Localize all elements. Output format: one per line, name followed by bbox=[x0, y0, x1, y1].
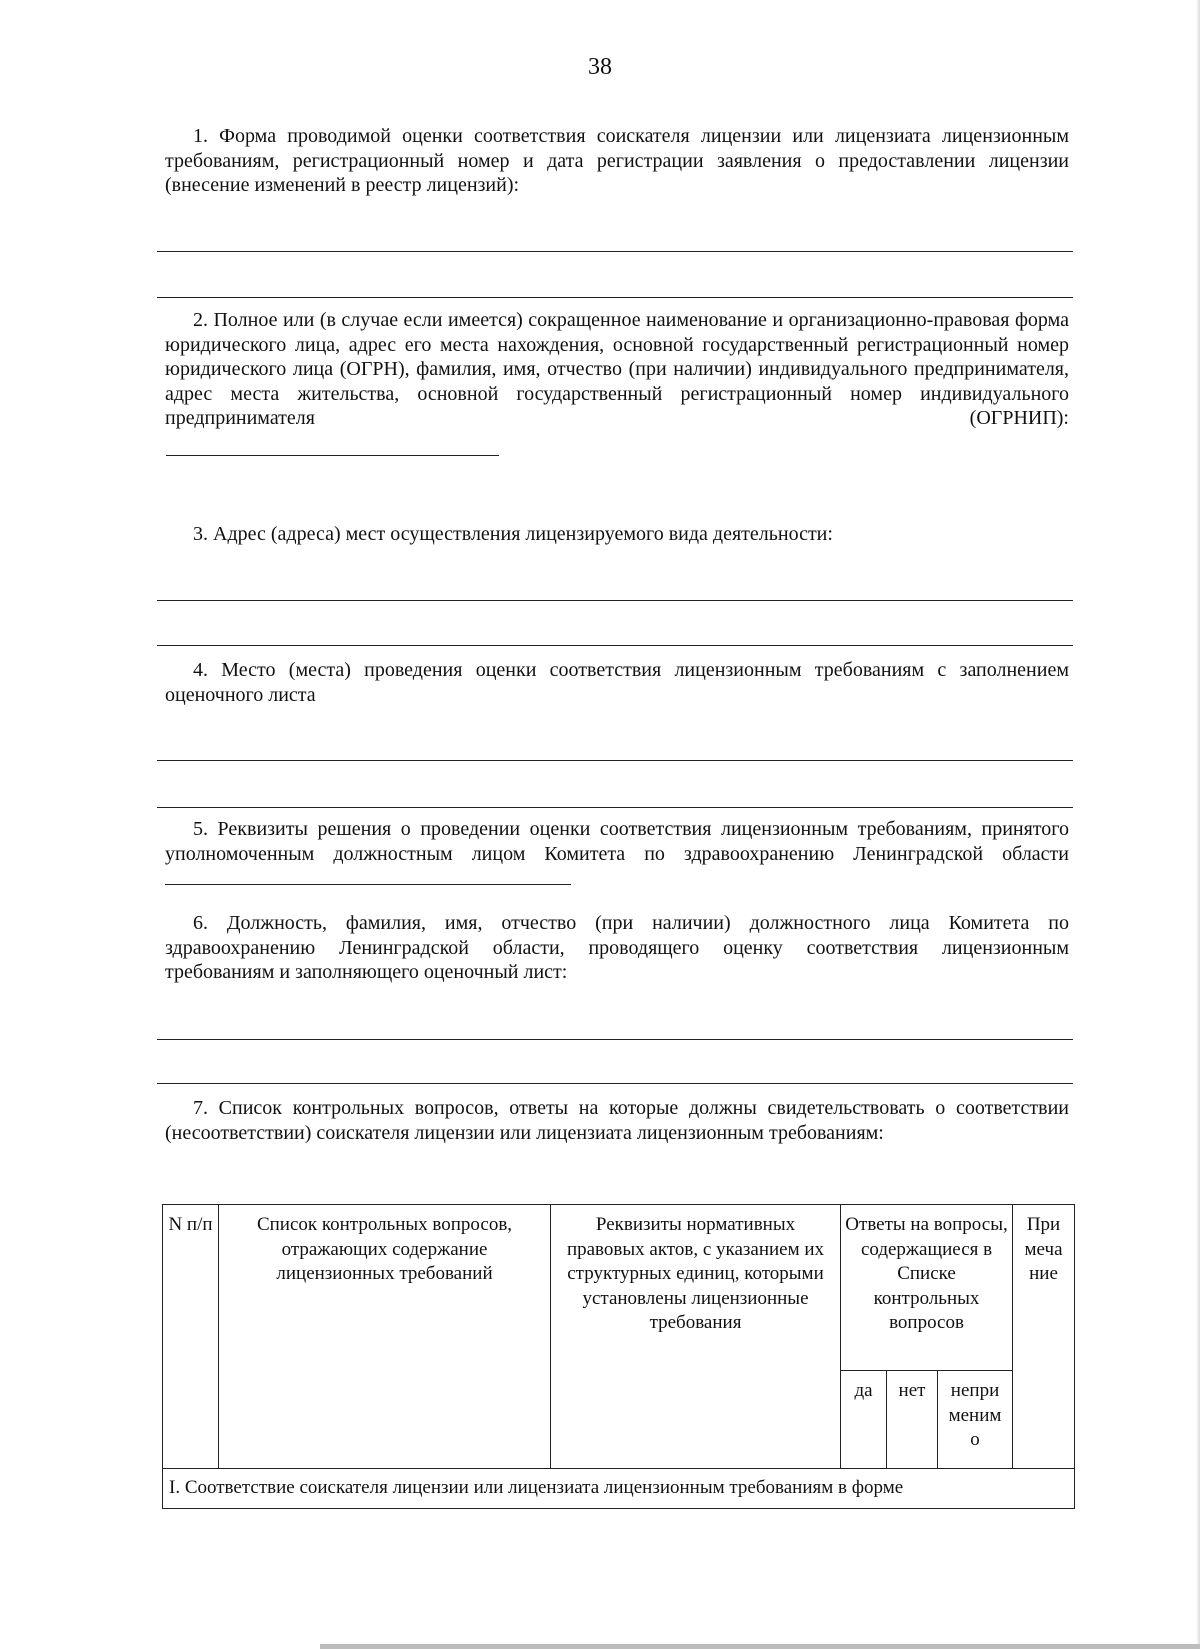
col-header-notes: При меча ние bbox=[1013, 1205, 1075, 1469]
item-5-text bbox=[165, 817, 1069, 892]
fill-line-6a[interactable] bbox=[157, 1039, 1073, 1040]
col-header-no: нет bbox=[887, 1371, 938, 1469]
fill-line-1b[interactable] bbox=[157, 297, 1073, 298]
item-7-text: 7. Список контрольных вопросов, ответы на которые должны свидетельствовать о соответствии (несоответствии) соискателя лицензии или лицензиата лицензионным требованиям: bbox=[165, 1097, 1069, 1144]
col-header-yes: да bbox=[841, 1371, 887, 1469]
page-number: 38 bbox=[588, 54, 612, 80]
fill-line-3b[interactable] bbox=[157, 645, 1073, 646]
fill-line-6b[interactable] bbox=[157, 1083, 1073, 1084]
col-header-not-applicable: непри меним о bbox=[938, 1371, 1013, 1469]
scan-edge-shadow bbox=[1196, 0, 1200, 1649]
col-header-acts: Реквизиты нормативных правовых актов, с указанием их структурных единиц, которыми установлены лицензионные требования bbox=[551, 1205, 841, 1469]
fill-line-2[interactable] bbox=[166, 455, 499, 456]
fill-line-5[interactable] bbox=[165, 866, 571, 885]
fill-line-3a[interactable] bbox=[157, 600, 1073, 601]
item-6-text: 6. Должность, фамилия, имя, отчество (при наличии) должностного лица Комитета по здравоохранению Ленинградской области, проводящего оценку соответствия лицензионным требованиям и заполняющего оценочный лист: bbox=[165, 912, 1069, 983]
col-header-questions: Список контрольных вопросов, отражающих содержание лицензионных требований bbox=[219, 1205, 551, 1469]
scan-bottom-shadow bbox=[320, 1644, 1200, 1649]
item-4-text: 4. Место (места) проведения оценки соответствия лицензионным требованиям с заполнением оценочного листа bbox=[165, 659, 1069, 706]
checklist-table bbox=[162, 1204, 1075, 1509]
fill-line-1a[interactable] bbox=[157, 251, 1073, 252]
col-header-answers: Ответы на вопросы, содержащиеся в Списке контрольных вопросов bbox=[841, 1205, 1013, 1371]
item-5-label: 5. Реквизиты решения о проведении оценки соответствия лицензионным требованиям, принятого уполномоченным должностным лицом Комитета по здравоохранению Ленинградской области bbox=[165, 818, 1069, 865]
fill-line-4b[interactable] bbox=[157, 807, 1073, 808]
col-header-number: N п/п bbox=[163, 1205, 219, 1469]
fill-line-4a[interactable] bbox=[157, 760, 1073, 761]
item-1-text: 1. Форма проводимой оценки соответствия соискателя лицензии или лицензиата лицензионным требованиям, регистрационный номер и дата регистрации заявления о предоставлении лицензии (внесение изменений в реестр лицензий): bbox=[165, 125, 1069, 196]
section-heading-1: I. Соответствие соискателя лицензии или лицензиата лицензионным требованиям в форме bbox=[163, 1469, 1075, 1509]
item-2-text: 2. Полное или (в случае если имеется) сокращенное наименование и организационно-правовая форма юридического лица, адрес его места нахождения, основной государственный регистрационный номер юридического лица (ОГРН), фамилия, имя, отчество (при наличии) индивидуального предпринимателя, адрес места жительства, основной государственный регистрационный номер индивидуального предпринимателя (ОГРНИП): bbox=[165, 309, 1069, 429]
item-3-text: 3. Адрес (адреса) мест осуществления лицензируемого вида деятельности: bbox=[193, 523, 833, 545]
